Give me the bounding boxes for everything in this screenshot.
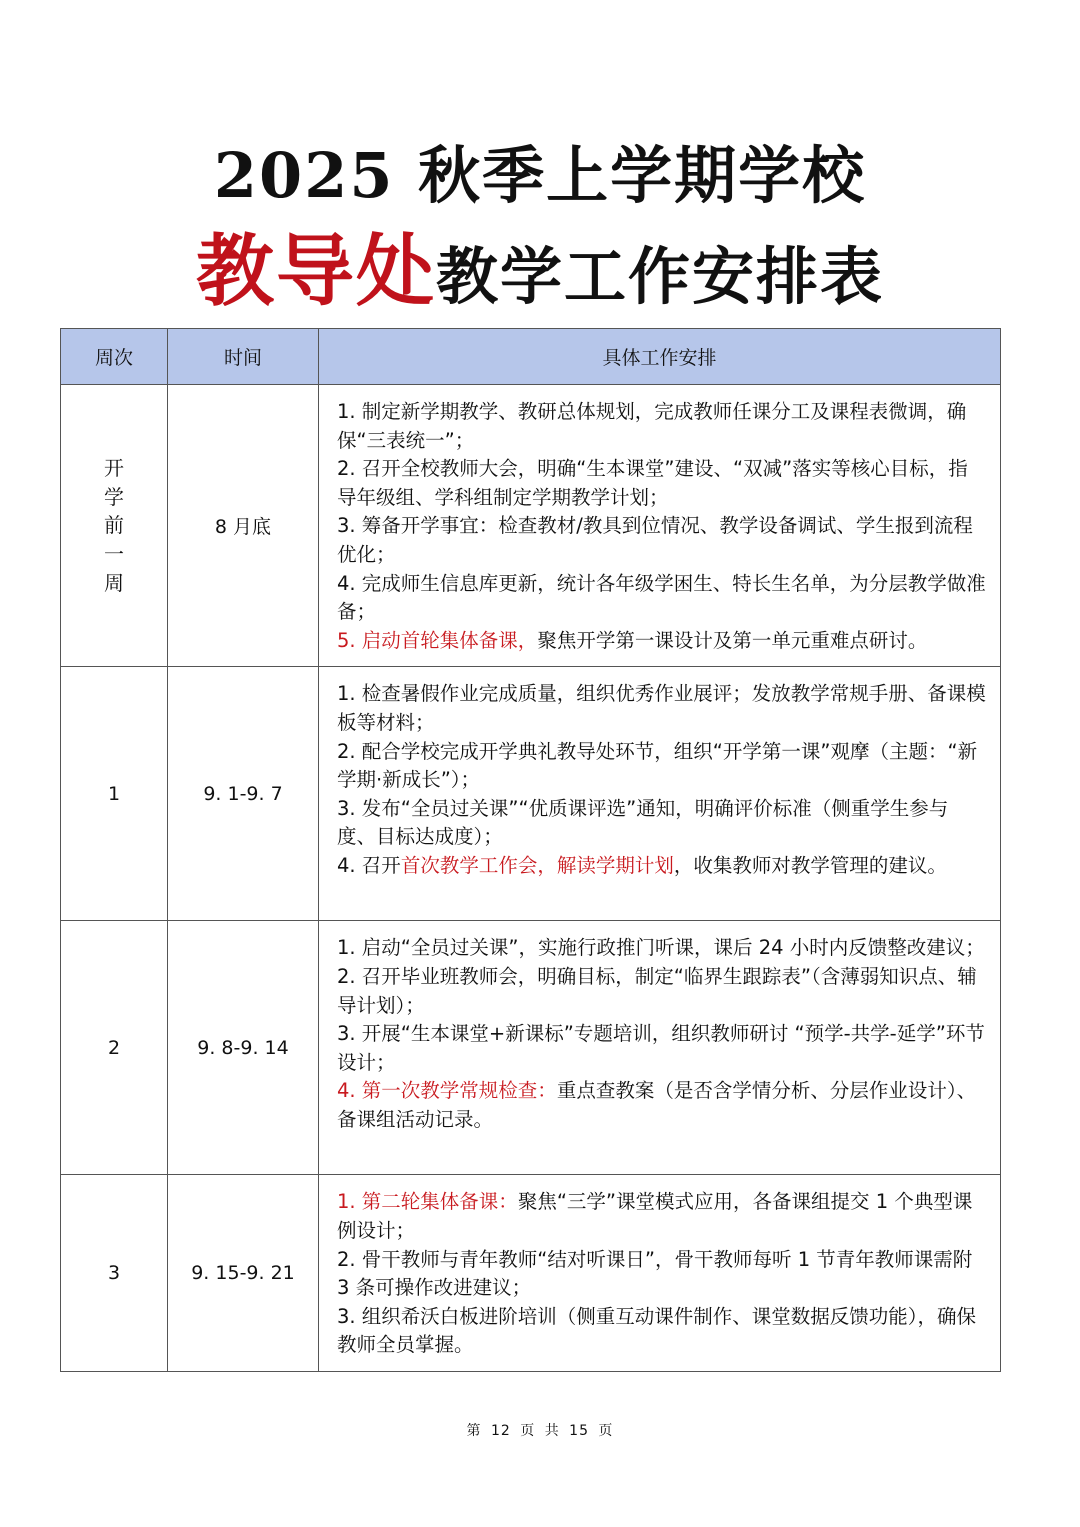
week-label: 开学前一周 bbox=[104, 456, 124, 595]
week-cell bbox=[61, 385, 168, 667]
arrangement-cell bbox=[319, 1175, 1001, 1372]
week-cell bbox=[61, 1175, 168, 1372]
title-highlight: 教导处 bbox=[195, 227, 436, 317]
item-text: 3. 组织希沃白板进阶培训（侧重互动课件制作、课堂数据反馈功能），确保教师全员掌握。 bbox=[337, 1304, 977, 1357]
item-text: 2. 配合学校完成开学典礼教导处环节，组织“开学第一课”观摩（主题：“新学期·新成长”）； bbox=[337, 739, 978, 792]
table-row bbox=[61, 667, 1001, 921]
table-header-row bbox=[61, 329, 1001, 385]
header-time: 时间 bbox=[168, 329, 319, 385]
item-text: 4. 完成师生信息库更新，统计各年级学困生、特长生名单，为分层教学做准备； bbox=[337, 571, 986, 624]
table-row bbox=[61, 921, 1001, 1175]
list-item bbox=[337, 627, 986, 656]
item-text: 2. 骨干教师与青年教师“结对听课日”，骨干教师每听 1 节青年教师课需附 3 条可操作改进建议； bbox=[337, 1247, 973, 1300]
time-cell: 9. 15-9. 21 bbox=[168, 1175, 319, 1372]
list-item bbox=[337, 1246, 986, 1303]
list-item bbox=[337, 1188, 986, 1245]
table-body bbox=[61, 385, 1001, 1372]
item-text: 3. 筹备开学事宜：检查教材/教具到位情况、教学设备调试、学生报到流程优化； bbox=[337, 514, 973, 566]
item-text: ，收集教师对教学管理的建议。 bbox=[673, 853, 947, 877]
list-item bbox=[337, 512, 986, 569]
header-week: 周次 bbox=[61, 329, 168, 385]
time-cell: 9. 1-9. 7 bbox=[168, 667, 319, 921]
list-item bbox=[337, 963, 986, 1020]
list-item bbox=[337, 852, 986, 881]
week-label: 2 bbox=[107, 1036, 121, 1059]
item-text: 4. 召开 bbox=[337, 853, 401, 877]
list-item bbox=[337, 738, 986, 795]
item-text: 3. 发布“全员过关课”“优质课评选”通知，明确评价标准（侧重学生参与度、目标达成度）； bbox=[337, 796, 949, 849]
list-item bbox=[337, 1020, 986, 1077]
week-cell bbox=[61, 667, 168, 921]
document-title-line1: 2025 秋季上学期学校 bbox=[213, 139, 867, 212]
item-text: 2. 召开毕业班教师会，明确目标，制定“临界生跟踪表”（含薄弱知识点、辅导计划）； bbox=[337, 964, 977, 1017]
item-text: 1. 启动“全员过关课”，实施行政推门听课，课后 24 小时内反馈整改建议； bbox=[337, 936, 985, 960]
arrangement-cell bbox=[319, 921, 1001, 1175]
list-item bbox=[337, 934, 986, 963]
time-cell: 9. 8-9. 14 bbox=[168, 921, 319, 1175]
time-cell: 8 月底 bbox=[168, 385, 319, 667]
table-row bbox=[61, 385, 1001, 667]
schedule-table bbox=[60, 328, 1001, 1372]
item-text: 2. 召开全校教师大会，明确“生本课堂”建设、“双减”落实等核心目标，指导年级组、学科组制定学期教学计划； bbox=[337, 457, 968, 509]
highlight-text: 1. 第二轮集体备课： bbox=[337, 1190, 518, 1214]
item-text: 1. 制定新学期教学、教研总体规划，完成教师任课分工及课程表微调，确保“三表统一”； bbox=[337, 400, 967, 452]
arrangement-cell bbox=[319, 667, 1001, 921]
week-cell bbox=[61, 921, 168, 1175]
item-text: 重点查教案（是否含学情分析、分层作业设计）、备课组活动记录。 bbox=[337, 1079, 977, 1131]
item-text: 3. 开展“生本课堂+新课标”专题培训，组织教师研讨 “预学-共学-延学”环节设计； bbox=[337, 1022, 985, 1074]
highlight-text: 5. 启动首轮集体备课， bbox=[337, 628, 538, 652]
list-item bbox=[337, 398, 986, 455]
item-text: 聚焦“三学”课堂模式应用，各备课组提交 1 个典型课例设计； bbox=[337, 1190, 973, 1242]
list-item bbox=[337, 1303, 986, 1360]
arrangement-cell bbox=[319, 385, 1001, 667]
week-label: 1 bbox=[107, 782, 121, 805]
table-row bbox=[61, 1175, 1001, 1372]
list-item bbox=[337, 795, 986, 852]
highlight-text: 首次教学工作会，解读学期计划 bbox=[400, 853, 674, 877]
highlight-text: 4. 第一次教学常规检查： bbox=[337, 1079, 557, 1103]
list-item bbox=[337, 455, 986, 512]
page-footer: 第 12 页 共 15 页 bbox=[466, 1423, 614, 1439]
week-label: 3 bbox=[107, 1262, 121, 1285]
item-text: 聚焦开学第一课设计及第一单元重难点研讨。 bbox=[537, 628, 928, 652]
document-title-line2 bbox=[0, 228, 1080, 337]
header-arrangement: 具体工作安排 bbox=[319, 329, 1001, 385]
list-item bbox=[337, 680, 986, 737]
list-item bbox=[337, 1077, 986, 1134]
item-text: 1. 检查暑假作业完成质量，组织优秀作业展评；发放教学常规手册、备课模板等材料； bbox=[337, 682, 986, 734]
list-item bbox=[337, 570, 986, 627]
title-rest: 教学工作安排表 bbox=[436, 240, 885, 313]
